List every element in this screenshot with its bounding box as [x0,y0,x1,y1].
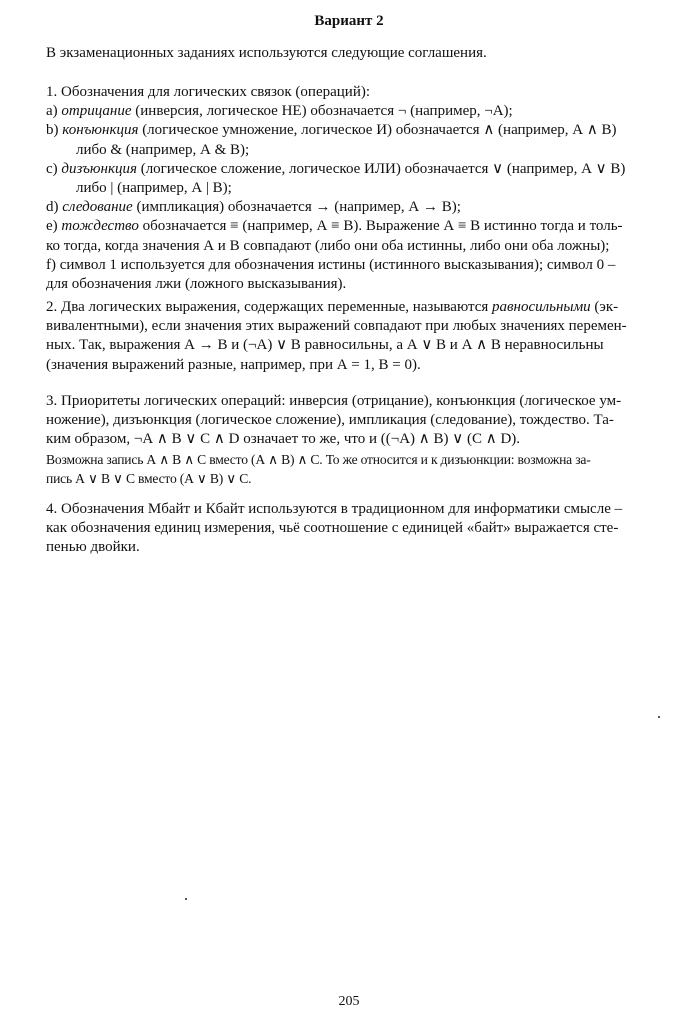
section-3 [46,392,662,488]
item-e: е) тождество обозначается ≡ (например, А ≡ В). Выражение А ≡ В истинно тогда и толь- [46,218,623,235]
section-2-line-1: 2. Два логических выражения, содержащих переменные, называются равносильными (эк- [46,299,619,315]
scan-speck [185,898,187,900]
section-3-line-5: пись А ∨ В ∨ С вместо (А ∨ В) ∨ С. [46,470,252,486]
section-3-line-4: Возможна запись А ∧ В ∧ С вместо (А ∧ В) ∧ С. То же относится и к дизъюнкции: возможна за- [46,451,591,467]
term-disjunction: дизъюнкция [61,160,137,177]
intro-text: В экзаменационных заданиях используются следующие соглашения. [46,45,487,61]
section-1-heading: 1. Обозначения для логических связок (операций): [46,84,371,100]
section-2-line-4: (значения выражений разные, например, при А = 1, В = 0). [46,356,421,373]
term-equivalent: равносильными [492,299,591,315]
section-3-line-1: 3. Приоритеты логических операций: инверсия (отрицание), конъюнкция (логическое ум- [46,393,622,409]
section-3-line-3: ким образом, ¬А ∧ В ∨ С ∧ D означает то же, что и ((¬А) ∧ В) ∨ (С ∧ D). [46,431,521,448]
page-number: 205 [338,994,360,1009]
section-1 [46,83,662,294]
section-2 [46,298,662,375]
intro-paragraph [46,44,662,63]
term-implication: следование [62,199,133,216]
section-2-line-2: вивалентными), если значения этих выражений совпадают при любых значениях перемен- [46,318,627,335]
item-e-cont: ко тогда, когда значения А и В совпадают (либо они оба истинны, либо они оба ложны); [46,237,610,254]
item-a: а) отрицание (инверсия, логическое НЕ) обозначается ¬ (например, ¬А); [46,103,513,120]
section-4-line-3: пенью двойки. [46,539,140,556]
item-c-cont: либо | (например, А | В); [76,180,232,197]
section-4 [46,500,662,558]
item-f: f) символ 1 используется для обозначения истины (истинного высказывания); символ 0 – [46,256,616,273]
term-negation: отрицание [61,103,132,120]
section-4-line-1: 4. Обозначения Мбайт и Кбайт используются в традиционном для информатики смысле – [46,501,623,517]
scan-speck [658,716,660,718]
item-d: d) следование (импликация) обозначается → (например, А → В); [46,199,461,216]
item-b-cont: либо & (например, А & В); [76,141,250,158]
item-b: b) конъюнкция (логическое умножение, логическое И) обозначается ∧ (например, А ∧ В) [46,122,617,139]
item-f-cont: для обозначения лжи (ложного высказывания). [46,276,347,293]
item-c: с) дизъюнкция (логическое сложение, логическое ИЛИ) обозначается ∨ (например, А ∨ В) [46,160,626,177]
term-equivalence: тождество [61,218,139,235]
section-2-line-3: ных. Так, выражения А → В и (¬А) ∨ В равносильны, а А ∨ В и А ∧ В неравносильны [46,337,604,354]
section-4-line-2: как обозначения единиц измерения, чьё соотношение с единицей «байт» выражается сте- [46,520,619,537]
term-conjunction: конъюнкция [62,122,139,139]
page-title: Вариант 2 [314,13,384,29]
section-3-line-2: ножение), дизъюнкция (логическое сложение), импликация (следование), тождество. Та- [46,412,614,429]
